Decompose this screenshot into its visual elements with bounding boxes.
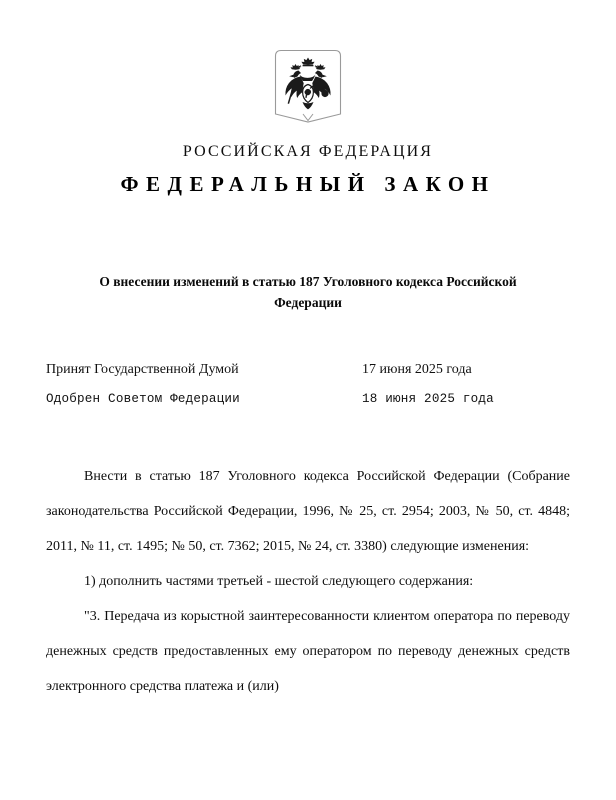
document-heading: [0, 142, 616, 197]
council-approval-label: Одобрен Советом Федерации: [46, 392, 240, 406]
country-title: РОССИЙСКАЯ ФЕДЕРАЦИЯ: [182, 143, 434, 160]
body-paragraph-intro: Внести в статью 187 Уголовного кодекса Российской Федерации (Собрание законодательства Российской Федерации, 1996, № 25, ст. 2954; 2003, № 50, ст. 4848; 2011, № 11, ст. 1495; № 50, ст. 7362; 2015, № 24, ст. 3380) следующие изменения:: [46, 469, 570, 554]
council-approval-date: 18 июня 2025 года: [362, 392, 494, 406]
duma-adoption-date: 17 июня 2025 года: [362, 362, 472, 377]
document-type-title: ФЕДЕРАЛЬНЫЙ ЗАКОН: [120, 172, 496, 197]
body-paragraph-item-1: 1) дополнить частями третьей - шестой следующего содержания:: [84, 574, 474, 589]
body-paragraph-quoted-part-3: "3. Передача из корыстной заинтересованности клиентом оператора по переводу денежных средств предоставленных ему оператором по переводу денежных средств электронного средства платежа и (или): [46, 609, 570, 694]
duma-adoption-label: Принят Государственной Думой: [46, 362, 239, 377]
adoption-row-duma: [46, 362, 570, 392]
adoption-block: [46, 362, 570, 422]
adoption-row-council: [46, 392, 570, 422]
coat-of-arms-emblem: [0, 48, 616, 126]
russian-coat-of-arms-icon: [273, 48, 343, 126]
law-body: [46, 459, 570, 704]
law-subject-title: О внесении изменений в статью 187 Уголовного кодекса Российской Федерации: [99, 274, 517, 310]
